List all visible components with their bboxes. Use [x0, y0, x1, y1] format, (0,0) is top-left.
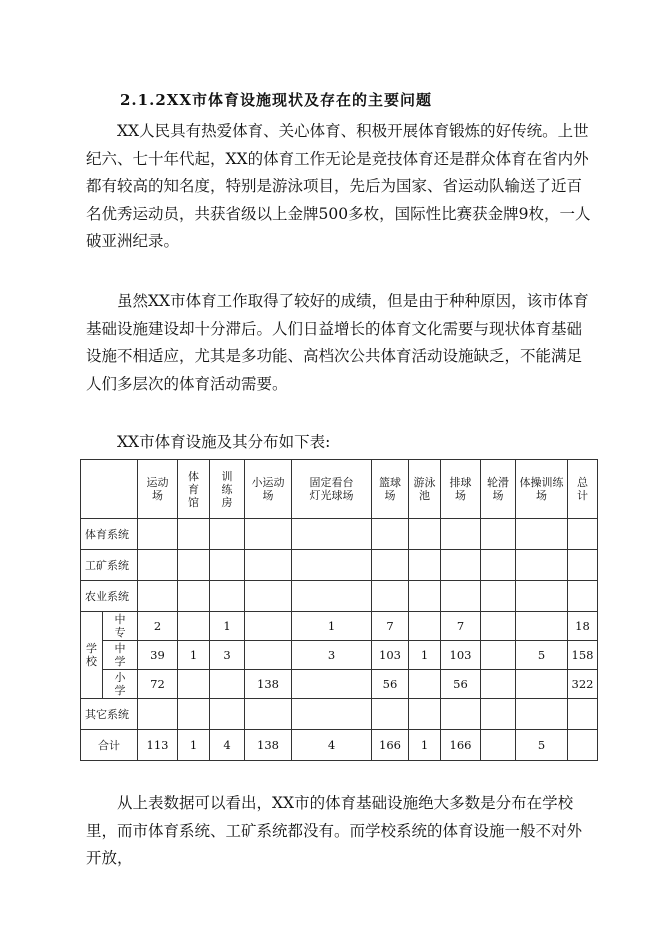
table-row: 学校 中专 2 1 1 7 7 18 — [81, 612, 598, 641]
paragraph-problem: 虽然XX市体育工作取得了较好的成绩，但是由于种种原因，该市体育基础设施建设却十分滞后。人们日益增长的体育文化需要与现状体育基础设施不相适应，尤其是多功能、高档次公共体育活动设施缺乏，不能满足人们多层次的体育活动需要。 — [86, 292, 589, 393]
header-cell: 运动场 — [138, 460, 178, 519]
row-sublabel: 中专 — [103, 612, 138, 641]
row-label: 体育系统 — [81, 519, 138, 550]
header-cell: 轮滑场 — [481, 460, 516, 519]
header-cell: 体育馆 — [178, 460, 210, 519]
table-row: 小学 72 138 56 56 322 — [81, 670, 598, 699]
row-sublabel: 小学 — [103, 670, 138, 699]
facilities-table — [80, 459, 598, 761]
header-cell: 总计 — [568, 460, 598, 519]
table-row — [81, 550, 598, 581]
header-cell: 小运动场 — [245, 460, 292, 519]
table-row: 中学 39 1 3 3 103 1 103 5 158 — [81, 641, 598, 670]
table-total-row: 合计 113 1 4 138 4 166 1 166 5 — [81, 730, 598, 761]
table-caption: XX市体育设施及其分布如下表: — [117, 433, 331, 451]
paragraph-analysis: 从上表数据可以看出，XX市的体育基础设施绝大多数是分布在学校里，而市体育系统、工矿系统都没有。而学校系统的体育设施一般不对外开放， — [86, 794, 583, 867]
table-row — [81, 519, 598, 550]
header-cell: 体操训练场 — [516, 460, 568, 519]
table-corner-cell — [81, 460, 138, 519]
header-cell: 排球场 — [441, 460, 481, 519]
header-cell: 篮球场 — [372, 460, 409, 519]
row-group-label: 学校 — [81, 612, 103, 699]
row-sublabel: 中学 — [103, 641, 138, 670]
row-label: 合计 — [81, 730, 138, 761]
header-cell: 固定看台灯光球场 — [292, 460, 372, 519]
table-header-row — [81, 460, 598, 519]
paragraph-intro: XX人民具有热爱体育、关心体育、积极开展体育锻炼的好传统。上世纪六、七十年代起，XX的体育工作无论是竞技体育还是群众体育在省内外都有较高的知名度，特别是游泳项目，先后为国家、省运动队输送了近百名优秀运动员，共获省级以上金牌500多枚，国际性比赛获金牌9枚，一人破亚洲纪录。 — [86, 122, 591, 250]
header-cell: 游泳池 — [409, 460, 441, 519]
table-row — [81, 581, 598, 612]
section-heading: 2.1.2XX市体育设施现状及存在的主要问题 — [120, 91, 433, 109]
header-cell: 训练房 — [210, 460, 245, 519]
row-label: 其它系统 — [81, 699, 138, 730]
table-row — [81, 699, 598, 730]
row-label: 农业系统 — [81, 581, 138, 612]
row-label: 工矿系统 — [81, 550, 138, 581]
